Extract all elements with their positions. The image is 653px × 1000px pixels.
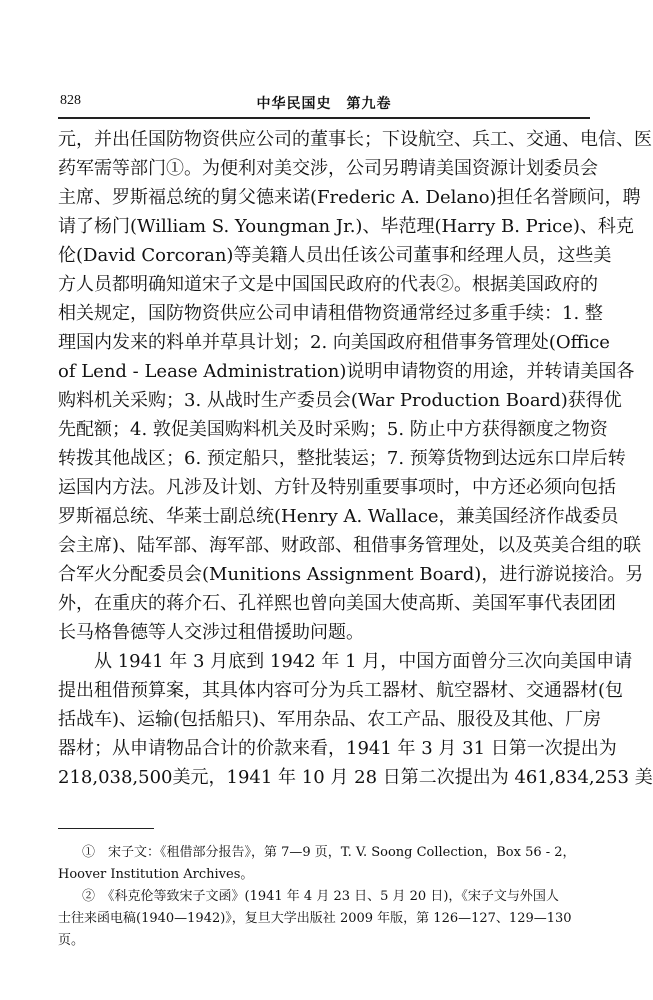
text-line: 元，并出任国防物资供应公司的董事长；下设航空、兵工、交通、电信、医 — [58, 129, 652, 150]
body-text — [58, 125, 653, 792]
text-line: of Lend - Lease Administration)说明申请物资的用途，并转请美国各 — [58, 361, 635, 382]
page-header — [58, 93, 590, 115]
footnote-line: Hoover Institution Archives。 — [58, 867, 254, 882]
footnote-line: 士往来函电稿(1940—1942)》，复旦大学出版社 2009 年版，第 126—127、129—130 — [58, 911, 572, 926]
page-number: 828 — [60, 93, 81, 108]
text-line: 请了杨门(William S. Youngman Jr.)、毕范理(Harry B. Price)、科克 — [58, 216, 634, 237]
text-line: 药军需等部门①。为便利对美交涉，公司另聘请美国资源计划委员会 — [58, 158, 598, 179]
footnotes — [58, 842, 590, 952]
text-line: 提出租借预算案，其具体内容可分为兵工器材、航空器材、交通器材(包 — [58, 680, 624, 701]
text-line: 罗斯福总统、华莱士副总统(Henry A. Wallace，兼美国经济作战委员 — [58, 506, 619, 527]
footnote-line: 页。 — [58, 933, 85, 948]
running-title: 中华民国史 第九卷 — [256, 96, 392, 112]
text-line: 218,038,500美元，1941 年 10 月 28 日第二次提出为 461,834,253 美 — [58, 767, 653, 788]
header-rule — [58, 117, 590, 119]
text-line: 主席、罗斯福总统的舅父德来诺(Frederic A. Delano)担任名誉顾问，聘 — [58, 187, 641, 208]
footnote-rule — [58, 828, 154, 829]
text-line: 合军火分配委员会(Munitions Assignment Board)，进行游说接洽。另 — [58, 564, 644, 585]
text-line: 括战车)、运输(包括船只)、军用杂品、农工产品、服役及其他、厂房 — [58, 709, 602, 730]
text-line: 会主席)、陆军部、海军部、财政部、租借事务管理处，以及英美合组的联 — [58, 535, 642, 556]
text-line: 相关规定，国防物资供应公司申请租借物资通常经过多重手续：1. 整 — [58, 303, 603, 324]
text-line: 方人员都明确知道宋子文是中国国民政府的代表②。根据美国政府的 — [58, 274, 598, 295]
text-line: 从 1941 年 3 月底到 1942 年 1 月，中国方面曾分三次向美国申请 — [94, 651, 633, 672]
text-line: 伦(David Corcoran)等美籍人员出任该公司董事和经理人员，这些美 — [58, 245, 612, 266]
text-line: 转拨其他战区；6. 预定船只，整批装运；7. 预筹货物到达远东口岸后转 — [58, 448, 626, 469]
text-line: 运国内方法。凡涉及计划、方针及特别重要事项时，中方还必须向包括 — [58, 477, 616, 498]
footnote-line: ① 宋子文：《租借部分报告》，第 7—9 页，T. V. Soong Collection，Box 56 - 2， — [82, 845, 576, 860]
text-line: 器材；从申请物品合计的价款来看，1941 年 3 月 31 日第一次提出为 — [58, 738, 617, 759]
text-line: 长马格鲁德等人交涉过租借援助问题。 — [58, 622, 364, 643]
text-line: 购料机关采购；3. 从战时生产委员会(War Production Board)获得优 — [58, 390, 622, 411]
footnote-line: ② 《科克伦等致宋子文函》(1941 年 4 月 23 日、5 月 20 日)，《宋子文与外国人 — [82, 889, 559, 904]
text-line: 外，在重庆的蒋介石、孔祥熙也曾向美国大使高斯、美国军事代表团团 — [58, 593, 616, 614]
text-line: 先配额；4. 敦促美国购料机关及时采购；5. 防止中方获得额度之物资 — [58, 419, 608, 440]
text-line: 理国内发来的料单并草具计划；2. 向美国政府租借事务管理处(Office — [58, 332, 610, 353]
